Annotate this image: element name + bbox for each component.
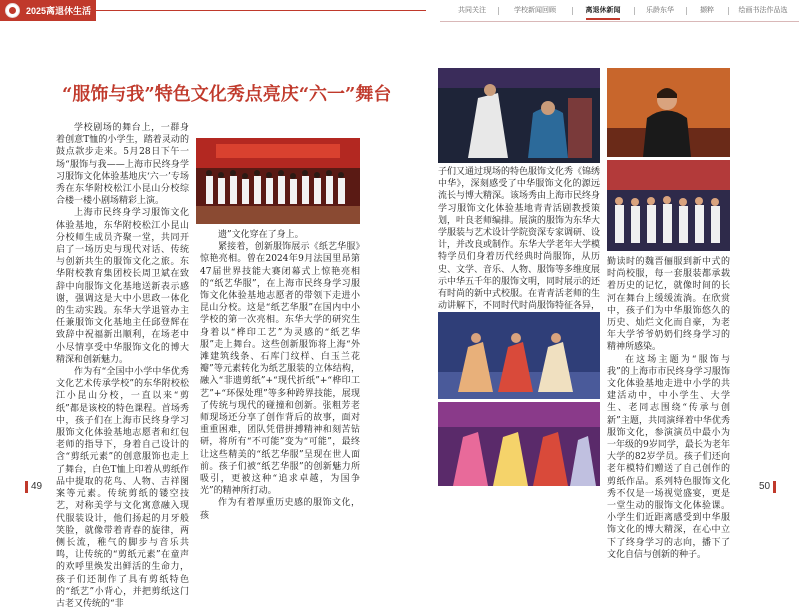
speaker-illustration	[607, 68, 730, 157]
page-number-left: 49	[31, 481, 43, 492]
paragraph: 子们又通过现场的特色服饰文化秀《锦绣中华》，深刻感受了中华服饰文化的源远流长与博大精深。该场秀由上海市民终身学习服饰文化体验基地青青活剧教授策划，叶良老师编排。展演的服饰为东华大学服装与艺术设计学院资深专家调研、设计，并改良或制作。东华大学老年大学模特学员们身着历代经典时尚服饰，从历史、文学、音乐、人物、服饰等多维度展示中华五千年的服饰文明，同时展示的还有时尚的新中式校服。在青青活老师的生动讲解下，不同时代时尚服饰特征各异，	[438, 167, 601, 312]
performance-photo-2	[438, 402, 600, 486]
article-title: “服饰与我”特色文化秀点亮庆“六一”舞台	[62, 84, 392, 105]
paragraph: 作为有着厚重历史感的服饰文化，孩	[200, 498, 360, 521]
magazine-header	[0, 0, 799, 21]
nav-separator	[498, 7, 499, 15]
nav-tab-leling-donghua[interactable]: 乐龄东华	[646, 7, 674, 14]
group-photo-students	[607, 160, 730, 251]
stage-photo-children	[196, 138, 360, 224]
header-brand-band	[0, 0, 96, 21]
paragraph: 上海市民终身学习服饰文化体验基地，东华附校松江小昆山分校师生成员齐聚一堂，共同开启了一场历史与现代对话、传统与创新共生的服饰文化之旅。东华附校教育集团校长周卫斌在致辞中向服饰文化基地送新表示感谢，强调这是大中小思政一体化的生动实践。东华大学退管办主任兼服饰文化基地主任邱登辉在致辞中祝福新出顺利，在场老中小尽情享受中华服饰文化的博大精深和创新魅力。	[56, 208, 189, 365]
page-number-right: 50	[759, 481, 771, 492]
university-logo-icon	[5, 3, 20, 18]
nav-tab-xiecui[interactable]: 撷粹	[700, 7, 714, 14]
performance-1-illustration	[438, 312, 600, 399]
article-column-2	[200, 229, 360, 522]
nav-tab-art-works[interactable]: 绘画书法作品选	[738, 7, 788, 14]
group-illustration	[607, 160, 730, 251]
header-rule	[96, 10, 426, 11]
performance-photo-1	[438, 312, 600, 399]
nav-separator	[634, 7, 635, 15]
nav-tab-retiree-news[interactable]: 离退休新闻	[578, 3, 628, 19]
magazine-title: 2025离退休生活	[26, 6, 92, 16]
stage-photo-paper-dress	[438, 68, 600, 163]
nav-tab-joint-focus[interactable]: 共同关注	[458, 7, 486, 14]
article-column-4	[607, 256, 730, 561]
paragraph: 学校剧场的舞台上，一群身着创意T恤的小学生，踏着灵动的鼓点款步走来。5月28日下午一场“服饰与我——上海市民终身学习服饰文化体验基地庆‘六一’专场秀在东华附校松江小昆山分校综合楼一楼小剧场精彩上演。	[56, 123, 189, 207]
page-marker-left	[25, 481, 28, 493]
article-column-1	[56, 122, 189, 610]
section-nav	[440, 0, 799, 22]
paper-dress-illustration	[438, 68, 600, 163]
nav-separator	[572, 7, 573, 15]
paragraph: 遗”文化穿在了身上。	[218, 230, 304, 240]
paragraph: 勤读时的魏晋俪服到新中式的时尚校服，每一套服装都承载着历史的记忆，就像时间的长河在舞台上缓缓流淌。在欣赏中，孩子们为中华服饰悠久的历史、灿烂文化而自豪，为老年大学爷爷奶奶们终身学习的精神所感染。	[607, 257, 730, 353]
nav-tab-school-news[interactable]: 学校新闻回顾	[514, 7, 556, 14]
page-marker-right	[773, 481, 776, 493]
nav-separator	[728, 7, 729, 15]
stage-photo-illustration	[196, 138, 360, 224]
speaker-photo	[607, 68, 730, 157]
performance-2-illustration	[438, 402, 600, 486]
paragraph: 作为有“全国中小学中华优秀文化艺术传承学校”的东华附校松江小昆山分校，一直以来“剪纸”都是该校的特色课程。首场秀中，孩子们在上海市民终身学习服饰文化体验基地志愿者和红包老师的指导下，身着自己设计的含“剪纸元素”的创意服饰也走上了舞台，白色T恤上印着从剪纸作品中提取的花鸟、人物、吉祥图案等元素。传统剪纸的镂空技艺，对称美学与文化寓意融入现代服装设计，他们扬起的月牙般笑脸，就像带着青春的旋律，两侧长流，稚气的脚步与音乐共鸣，让传统的“剪纸元素”在童声的欢呼里焕发出鲜活的生命力，孩子们还制作了具有剪纸特色的“纸艺”小背心，并把剪纸这门古老又传统的“非	[56, 367, 189, 609]
paragraph: 紧接着，创新服饰展示《纸艺华服》惊艳亮相。曾在2024年9月法国里昂第47届世界技能大赛闭幕式上惊艳亮相的“纸艺华服”，在上海市民终身学习服饰文化体验基地志愿者的带领下走进小昆山分校。这是“纸艺华服”在国内中小学校的第一次亮相。东华大学的研究生身着以“桦印工艺”为灵感的“纸艺华服”走上舞台。这些创新服饰将上海“外滩建筑线条、石库门纹样、白玉兰花瓣”等元素转化为纸艺服装的立体结构，融入“非遗剪纸”+“现代折纸”+“桦印工艺”+“环保处理”等多种跨界技能，展现了传统与现代的碰撞和创新。张粗芳老师现场还分享了创作背后的故事，面对重重困难，团队凭借拼搏精神和刻苦钻研，将所有“不可能”变为“可能”，最终让这些精美的“纸艺华服”呈现在世人面前。孩子们被“纸艺华服”的创新魅力所吸引，更被这种“追求卓越，为国争光”的精神所打动。	[200, 242, 360, 497]
nav-separator	[686, 7, 687, 15]
paragraph: 在这场主题为“服饰与我”的上海市市民终身学习服饰文化体验基地走进中小学的共建活动中，中小学生、大学生、老同志围绕“传承与创新”主题，共同演绎着中华优秀服饰文化，参演演员中最小为一年级的9岁同学，最长为老年大学的82岁学员。孩子们还向老年模特们赠送了自己创作的剪纸作品。系列特色服饰文化秀不仅是一场视觉盛宴，更是一堂生动的服饰文化体验课。小学生们近距离感受到中华服饰文化的博大精深，在心中立下了终身学习的志向，播下了文化自信与创新的种子。	[607, 354, 730, 560]
